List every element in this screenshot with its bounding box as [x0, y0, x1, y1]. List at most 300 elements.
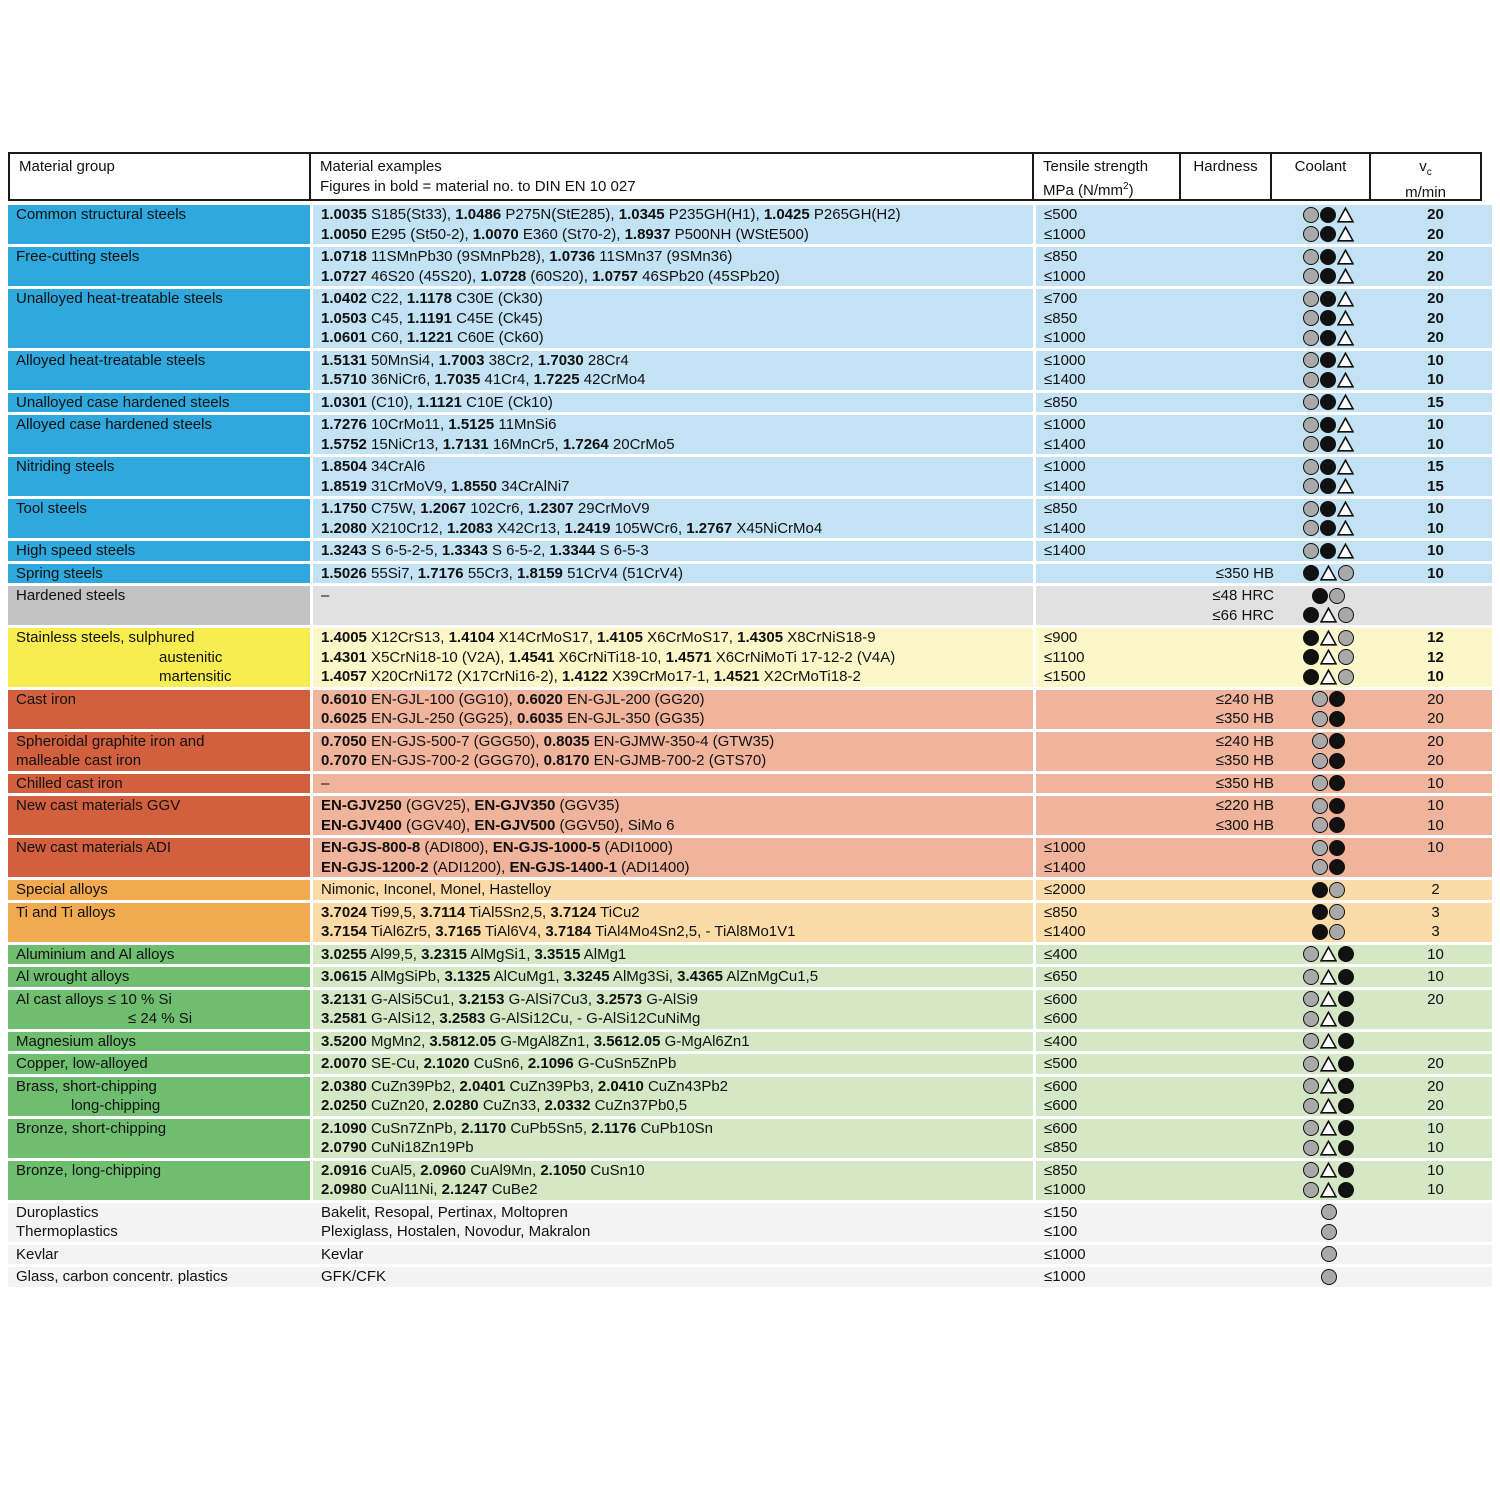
material-examples-cell: [313, 500, 1033, 517]
material-name: 38Cr2,: [484, 351, 538, 369]
vc-cell: 10: [1427, 371, 1444, 389]
table-row: [313, 796, 1492, 816]
group-rows: [313, 247, 1492, 286]
material-name: X12CrS13,: [366, 629, 449, 647]
coolant-black-circle-icon: [1329, 798, 1345, 814]
table-row: [313, 1077, 1492, 1097]
coolant-cell: [1278, 1033, 1379, 1049]
coolant-triangle-icon: [1337, 268, 1354, 284]
material-examples-cell: [313, 1078, 1033, 1095]
material-name: X8CrNiS18-9: [783, 629, 876, 647]
coolant-gray-circle-icon: [1338, 649, 1354, 665]
material-examples-cell: [313, 1139, 1033, 1156]
material-group-row: [8, 1267, 1492, 1287]
material-examples-cell: [313, 352, 1033, 369]
table-row: [313, 1054, 1492, 1074]
hardness-cell: ≤350 HB: [1215, 564, 1274, 582]
material-number: 1.4521: [713, 668, 760, 686]
coolant-cell: [1278, 310, 1379, 326]
material-name: X20CrNi172 (X17CrNi16-2),: [366, 668, 562, 686]
material-group-label: [8, 457, 310, 496]
coolant-triangle-icon: [1337, 291, 1354, 307]
coolant-cell: [1278, 501, 1379, 517]
coolant-triangle-icon: [1337, 501, 1354, 517]
tensile-strength-cell: ≤1100: [1044, 648, 1085, 666]
coolant-cell: [1278, 817, 1379, 833]
coolant-cell: [1278, 478, 1379, 494]
coolant-triangle-icon: [1337, 249, 1354, 265]
coolant-gray-circle-icon: [1329, 904, 1345, 920]
table-row: [313, 1180, 1492, 1200]
material-number: 1.4301: [321, 648, 367, 666]
material-examples-cell: [313, 797, 1033, 814]
material-name: TiAl6Zr5,: [366, 923, 436, 941]
table-row: [313, 628, 1492, 648]
material-number: 1.0402: [321, 290, 367, 308]
coolant-gray-circle-icon: [1321, 1269, 1337, 1285]
materials-cutting-table: [8, 152, 1492, 1290]
material-name: X6CrNiMoTi 17-12-2 (V4A): [711, 648, 896, 666]
material-group-label: [8, 628, 310, 687]
material-number: 1.4005: [321, 629, 367, 647]
table-row: [313, 289, 1492, 309]
vc-cell: 3: [1431, 923, 1440, 941]
coolant-gray-circle-icon: [1303, 394, 1319, 410]
header-material-group: [8, 152, 311, 201]
coolant-black-circle-icon: [1320, 520, 1336, 536]
material-group-label: [8, 415, 310, 454]
material-examples-cell: [313, 1181, 1033, 1198]
coolant-black-circle-icon: [1329, 733, 1345, 749]
coolant-black-circle-icon: [1338, 1078, 1354, 1094]
material-group-row: [8, 690, 1492, 729]
header-coolant: [1270, 152, 1371, 201]
tensile-strength-cell: ≤1000: [1044, 1268, 1086, 1286]
coolant-black-circle-icon: [1312, 882, 1328, 898]
material-name: G-MgAl6Zn1: [660, 1032, 750, 1050]
coolant-gray-circle-icon: [1338, 630, 1354, 646]
material-name: MgMn2,: [366, 1032, 430, 1050]
vc-cell: 10: [1427, 542, 1444, 560]
material-group-row: [8, 732, 1492, 771]
coolant-cell: [1278, 753, 1379, 769]
material-name: (GGV40),: [401, 816, 475, 834]
material-number: 1.3344: [549, 542, 596, 560]
coolant-gray-circle-icon: [1312, 753, 1328, 769]
material-number: 1.7176: [417, 564, 464, 582]
material-group-label-line: Bronze, short-chipping: [16, 1119, 167, 1137]
table-row: [313, 393, 1492, 413]
coolant-cell: [1278, 249, 1379, 265]
coolant-gray-circle-icon: [1329, 882, 1345, 898]
tensile-strength-cell: ≤1400: [1044, 371, 1086, 389]
material-name: 50MnSi4,: [366, 351, 439, 369]
coolant-black-circle-icon: [1303, 607, 1319, 623]
material-number: 1.0425: [763, 206, 810, 224]
tensile-strength-cell: ≤1000: [1044, 458, 1086, 476]
coolant-triangle-icon: [1320, 946, 1337, 962]
table-row: [313, 205, 1492, 225]
material-number: 3.2573: [596, 990, 643, 1008]
material-name: Ti99,5,: [366, 903, 421, 921]
material-examples-cell: [313, 946, 1033, 963]
material-number: 1.1221: [406, 329, 453, 347]
material-name: G-AlSi9: [642, 990, 698, 1008]
group-rows: [313, 1032, 1492, 1052]
material-name: CuZn43Pb2: [643, 1077, 729, 1095]
coolant-gray-circle-icon: [1303, 226, 1319, 242]
material-name: CuAl5,: [366, 1161, 421, 1179]
column-separator: [1033, 816, 1036, 836]
vc-cell: 2: [1431, 881, 1440, 899]
material-name: P235GH(H1),: [664, 206, 764, 224]
material-name: C10E (Ck10): [461, 393, 553, 411]
material-group-label: [8, 351, 310, 390]
material-name: CuSn7ZnPb,: [366, 1119, 462, 1137]
coolant-gray-circle-icon: [1303, 1182, 1319, 1198]
material-group-label: [8, 945, 310, 965]
material-number: 1.5131: [321, 351, 367, 369]
group-rows: [313, 945, 1492, 965]
material-name: S 6-5-2,: [487, 542, 550, 560]
vc-cell: 10: [1427, 435, 1444, 453]
coolant-cell: [1278, 1140, 1379, 1156]
coolant-triangle-icon: [1337, 352, 1354, 368]
material-name: 34CrAl6: [366, 458, 426, 476]
vc-cell: 20: [1427, 1055, 1444, 1073]
coolant-black-circle-icon: [1338, 1162, 1354, 1178]
material-group-label-line: Spheroidal graphite iron and: [16, 732, 205, 750]
vc-cell: 10: [1427, 416, 1444, 434]
hardness-cell: ≤350 HB: [1215, 774, 1274, 792]
material-number: 3.0255: [321, 945, 367, 963]
material-name: 51CrV4 (51CrV4): [562, 564, 683, 582]
material-name: 46SPb20 (45SPb20): [637, 267, 780, 285]
material-group-label: [8, 499, 310, 538]
material-group-label: [8, 1077, 310, 1116]
table-row: [313, 751, 1492, 771]
material-name: S185(St33),: [366, 206, 456, 224]
coolant-black-circle-icon: [1320, 478, 1336, 494]
material-group-label: [8, 1245, 310, 1265]
coolant-triangle-icon: [1337, 330, 1354, 346]
table-row: [313, 606, 1492, 626]
group-rows: [313, 457, 1492, 496]
material-name: 11MnSi6: [494, 416, 557, 434]
material-group-row: [8, 1161, 1492, 1200]
coolant-black-circle-icon: [1320, 352, 1336, 368]
coolant-cell: [1278, 520, 1379, 536]
material-group-row: [8, 945, 1492, 965]
material-group-label-line: Chilled cast iron: [16, 774, 123, 792]
table-row: [313, 816, 1492, 836]
material-number: 1.4057: [321, 668, 367, 686]
material-number: 1.8519: [321, 477, 367, 495]
vc-cell: 15: [1427, 458, 1444, 476]
material-examples-cell: [313, 1097, 1033, 1114]
coolant-cell: [1278, 969, 1379, 985]
table-row: [313, 309, 1492, 329]
group-rows: [313, 205, 1492, 244]
material-number: 1.0727: [321, 267, 367, 285]
material-group-label: [8, 541, 310, 561]
table-header: [8, 152, 1492, 201]
material-group-row: [8, 628, 1492, 687]
tensile-strength-cell: ≤150: [1044, 1203, 1078, 1221]
material-number: 1.4105: [597, 629, 643, 647]
coolant-gray-circle-icon: [1303, 310, 1319, 326]
material-examples-cell: [313, 394, 1033, 411]
coolant-gray-circle-icon: [1312, 817, 1328, 833]
coolant-cell: [1278, 588, 1379, 604]
coolant-triangle-icon: [1320, 669, 1337, 685]
material-examples-cell: [313, 1033, 1033, 1050]
material-examples-cell: [313, 775, 1033, 792]
material-name: CuPb5Sn5,: [506, 1119, 592, 1137]
coolant-black-circle-icon: [1320, 417, 1336, 433]
material-number: 3.7154: [321, 923, 367, 941]
material-group-row: [8, 541, 1492, 561]
material-name: S 6-5-2-5,: [366, 542, 442, 560]
material-examples-cell: [313, 1010, 1033, 1027]
material-group-label-line: Hardened steels: [16, 587, 126, 604]
coolant-black-circle-icon: [1320, 436, 1336, 452]
material-name: EN-GJL-100 (GG10),: [366, 690, 517, 708]
material-examples-cell: [313, 668, 1033, 685]
coolant-triangle-icon: [1337, 226, 1354, 242]
table-row: [313, 1138, 1492, 1158]
material-group-label-line: Spring steels: [16, 564, 103, 582]
coolant-black-circle-icon: [1320, 459, 1336, 475]
vc-cell: 20: [1427, 225, 1444, 243]
material-group-label-line: austenitic: [159, 648, 223, 666]
column-separator: [1033, 564, 1036, 584]
coolant-cell: [1278, 733, 1379, 749]
coolant-black-circle-icon: [1320, 268, 1336, 284]
group-rows: [313, 1077, 1492, 1116]
table-row: [313, 903, 1492, 923]
tensile-strength-cell: ≤1400: [1044, 519, 1086, 537]
coolant-black-circle-icon: [1312, 924, 1328, 940]
material-name: EN-GJS-700-2 (GGG70),: [366, 752, 544, 770]
group-rows: [313, 796, 1492, 835]
table-row: [313, 519, 1492, 539]
tensile-strength-cell: ≤1000: [1044, 416, 1086, 434]
coolant-triangle-icon: [1320, 630, 1337, 646]
material-number: 1.7003: [438, 351, 485, 369]
vc-cell: 20: [1427, 990, 1444, 1008]
material-group-label: [8, 838, 310, 877]
material-group-label-line: Al wrought alloys: [16, 968, 130, 985]
coolant-cell: [1278, 1246, 1379, 1262]
coolant-black-circle-icon: [1329, 691, 1345, 707]
material-number: 2.1176: [591, 1119, 637, 1137]
material-number: EN-GJV350: [474, 797, 556, 815]
coolant-gray-circle-icon: [1312, 775, 1328, 791]
column-separator: [1033, 751, 1036, 771]
material-number: 3.2583: [439, 1010, 486, 1028]
material-examples-cell: [313, 329, 1033, 346]
material-name: (ADI1200),: [428, 858, 510, 876]
material-name: 16MnCr5,: [488, 435, 563, 453]
material-name: G-CuSn5ZnPb: [573, 1055, 677, 1073]
material-number: 0.8035: [543, 732, 590, 750]
material-group-row: [8, 415, 1492, 454]
material-group-row: [8, 1054, 1492, 1074]
coolant-gray-circle-icon: [1303, 459, 1319, 475]
material-group-label-line: martensitic: [159, 668, 232, 685]
material-group-label: [8, 247, 310, 286]
coolant-cell: [1278, 691, 1379, 707]
tensile-strength-cell: ≤850: [1044, 1161, 1078, 1179]
coolant-cell: [1278, 436, 1379, 452]
material-number: 1.8159: [517, 564, 563, 582]
material-group-row: [8, 351, 1492, 390]
coolant-black-circle-icon: [1329, 859, 1345, 875]
material-group-label-line: ≤ 24 % Si: [128, 1010, 193, 1027]
coolant-cell: [1278, 991, 1379, 1007]
material-group-label-line: long-chipping: [71, 1097, 161, 1114]
table-row: [313, 1161, 1492, 1181]
material-number: 2.0790: [321, 1139, 367, 1157]
vc-cell: 10: [1427, 797, 1444, 815]
material-name: EN-GJMW-350-4 (GTW35): [589, 732, 775, 750]
material-number: EN-GJV400: [321, 816, 402, 834]
material-name: X6CrNiTi18-10,: [554, 648, 666, 666]
coolant-gray-circle-icon: [1303, 969, 1319, 985]
material-name: X14CrMoS17,: [494, 629, 598, 647]
material-examples-cell: [313, 520, 1033, 537]
coolant-triangle-icon: [1320, 1120, 1337, 1136]
group-rows: [313, 732, 1492, 771]
coolant-cell: [1278, 394, 1379, 410]
material-number: 3.1325: [444, 968, 491, 986]
material-name: CuZn33,: [478, 1097, 545, 1115]
material-number: 1.0601: [321, 329, 367, 347]
material-name: CuBe2: [487, 1181, 538, 1199]
material-number: 1.3343: [441, 542, 488, 560]
material-group-label-line: Aluminium and Al alloys: [16, 945, 175, 963]
material-number: 2.0380: [321, 1077, 367, 1095]
table-row: [313, 732, 1492, 752]
material-number: 1.7131: [442, 435, 489, 453]
material-name: 55Si7,: [366, 564, 418, 582]
material-name: 28Cr4: [583, 351, 629, 369]
coolant-black-circle-icon: [1338, 1120, 1354, 1136]
coolant-cell: [1278, 1269, 1379, 1285]
material-examples-cell: [313, 1246, 1033, 1263]
material-group-row: [8, 393, 1492, 413]
material-group-label-line: Unalloyed heat-treatable steels: [16, 290, 223, 307]
coolant-triangle-icon: [1320, 1098, 1337, 1114]
material-group-label-line: New cast materials ADI: [16, 839, 172, 856]
coolant-gray-circle-icon: [1303, 1078, 1319, 1094]
coolant-black-circle-icon: [1303, 649, 1319, 665]
material-name: EN-GJS-500-7 (GGG50),: [366, 732, 544, 750]
material-number: 2.0960: [420, 1161, 467, 1179]
material-number: 1.0345: [618, 206, 665, 224]
material-group-label-line: Alloyed heat-treatable steels: [16, 351, 206, 369]
material-group-label: [8, 1161, 310, 1200]
material-number: 3.2131: [321, 990, 367, 1008]
material-group-label-line: Ti and Ti alloys: [16, 903, 116, 921]
vc-cell: 20: [1427, 1077, 1444, 1095]
group-rows: [313, 903, 1492, 942]
material-group-label: [8, 289, 310, 348]
column-separator: [1033, 690, 1036, 710]
vc-cell: 20: [1427, 290, 1444, 308]
header-tensile-line2: MPa $(N/mm^2)$: [1043, 181, 1134, 199]
material-group-label-line: Free-cutting steels: [16, 248, 140, 265]
group-rows: [313, 690, 1492, 729]
material-name: 10CrMo11,: [366, 416, 449, 434]
material-name: S 6-5-3: [595, 542, 649, 560]
material-number: 1.2067: [420, 500, 467, 518]
tensile-strength-cell: ≤700: [1044, 290, 1078, 308]
vc-cell: 10: [1427, 1139, 1444, 1157]
material-number: 2.1020: [423, 1055, 470, 1073]
material-name: (GGV50), SiMo 6: [555, 816, 675, 834]
material-number: 1.5752: [321, 435, 367, 453]
coolant-black-circle-icon: [1338, 969, 1354, 985]
material-number: 1.3243: [321, 542, 367, 560]
coolant-gray-circle-icon: [1303, 1098, 1319, 1114]
material-name: C45,: [366, 309, 407, 327]
coolant-gray-circle-icon: [1321, 1246, 1337, 1262]
material-number: EN-GJV500: [474, 816, 556, 834]
coolant-gray-circle-icon: [1303, 436, 1319, 452]
material-name: X39CrMo17-1,: [607, 668, 714, 686]
material-number: 1.2307: [527, 500, 574, 518]
material-examples-cell: [313, 881, 1033, 898]
table-row: [313, 774, 1492, 794]
column-separator: [1033, 709, 1036, 729]
material-examples-cell: [313, 1120, 1033, 1137]
material-number: EN-GJS-1000-5: [492, 839, 601, 857]
coolant-black-circle-icon: [1338, 1140, 1354, 1156]
table-row: [313, 922, 1492, 942]
material-examples-cell: [313, 859, 1033, 876]
table-row: [313, 858, 1492, 878]
coolant-gray-circle-icon: [1321, 1204, 1337, 1220]
vc-cell: 15: [1427, 393, 1444, 411]
material-number: 1.0718: [321, 248, 367, 266]
group-rows: [313, 880, 1492, 900]
coolant-triangle-icon: [1320, 1140, 1337, 1156]
material-number: 1.4571: [665, 648, 712, 666]
material-number: 1.8937: [624, 225, 671, 243]
tensile-strength-cell: ≤600: [1044, 1077, 1078, 1095]
table-row: [313, 457, 1492, 477]
material-name: CuSn10: [586, 1161, 645, 1179]
material-name: GFK/CFK: [321, 1268, 387, 1286]
coolant-gray-circle-icon: [1303, 330, 1319, 346]
material-name: EN-GJL-200 (GG20): [562, 690, 705, 708]
table-row: [313, 648, 1492, 668]
material-name: E295 (St50-2),: [366, 225, 473, 243]
tensile-strength-cell: ≤600: [1044, 1010, 1078, 1028]
material-name: 20CrMo5: [608, 435, 675, 453]
material-group-row: [8, 880, 1492, 900]
vc-cell: 10: [1427, 668, 1444, 686]
table-row: [313, 1245, 1492, 1265]
material-group-label-line: Tool steels: [16, 500, 87, 517]
material-name: TiAl5Sn2,5,: [465, 903, 551, 921]
tensile-strength-cell: ≤1000: [1044, 351, 1086, 369]
material-number: 1.4122: [561, 668, 608, 686]
material-number: 1.1178: [406, 290, 452, 308]
coolant-black-circle-icon: [1329, 711, 1345, 727]
